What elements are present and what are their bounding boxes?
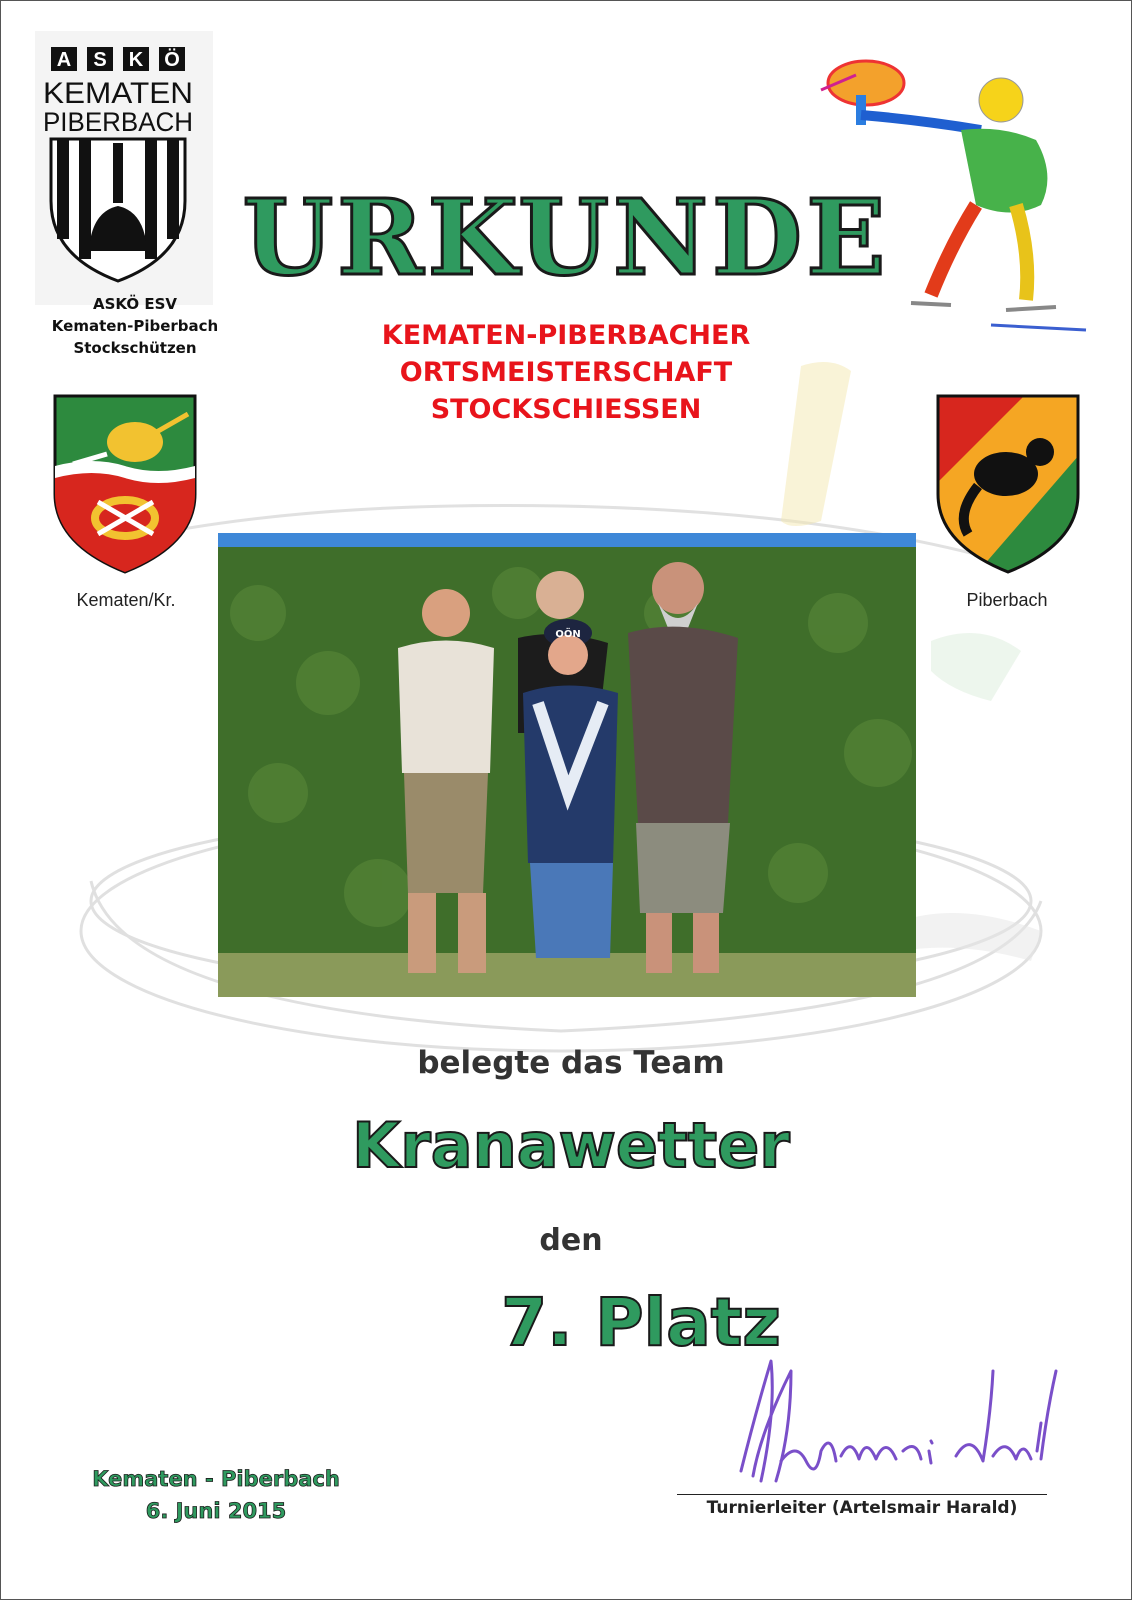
certificate-title: URKUNDE [242, 176, 890, 299]
club-shield-logo [35, 31, 213, 305]
logo-line-kematen: KEMATEN [43, 77, 193, 110]
club-name-line: Stockschützen [73, 339, 197, 357]
logo-letter-k: K [128, 49, 144, 71]
subtitle-line: STOCKSCHIESSEN [430, 394, 702, 425]
piberbach-coat-of-arms [936, 394, 1080, 574]
logo-letter-a: A [56, 49, 72, 71]
tournament-director-signature [731, 1351, 1071, 1501]
team-photo [218, 533, 916, 997]
signatory-label: Turnierleiter (Artelsmair Harald) [706, 1498, 1018, 1518]
placement: 7. Platz [501, 1284, 781, 1361]
club-name-line: Kematen-Piberbach [51, 317, 219, 335]
event-location: Kematen - Piberbach [92, 1467, 340, 1491]
logo-letter-s: S [93, 49, 107, 71]
result-connector: den [539, 1223, 603, 1258]
event-date: 6. Juni 2015 [145, 1499, 287, 1523]
kematen-label: Kematen/Kr. [76, 590, 176, 610]
subtitle-line: ORTSMEISTERSCHAFT [399, 357, 733, 388]
subtitle-line: KEMATEN-PIBERBACHER [381, 320, 751, 351]
piberbach-label: Piberbach [966, 590, 1048, 610]
logo-letter-o: Ö [164, 49, 180, 71]
logo-line-piberbach: PIBERBACH [43, 107, 193, 137]
club-name [35, 293, 235, 359]
signature-line [677, 1494, 1047, 1495]
club-name-line: ASKÖ ESV [93, 295, 177, 313]
kematen-coat-of-arms [53, 394, 197, 574]
place-and-date [71, 1463, 361, 1527]
cap-logo-text: OÖN [555, 629, 581, 640]
event-subtitle [331, 317, 801, 428]
team-name: Kranawetter [352, 1109, 790, 1182]
result-intro: belegte das Team [417, 1045, 725, 1081]
